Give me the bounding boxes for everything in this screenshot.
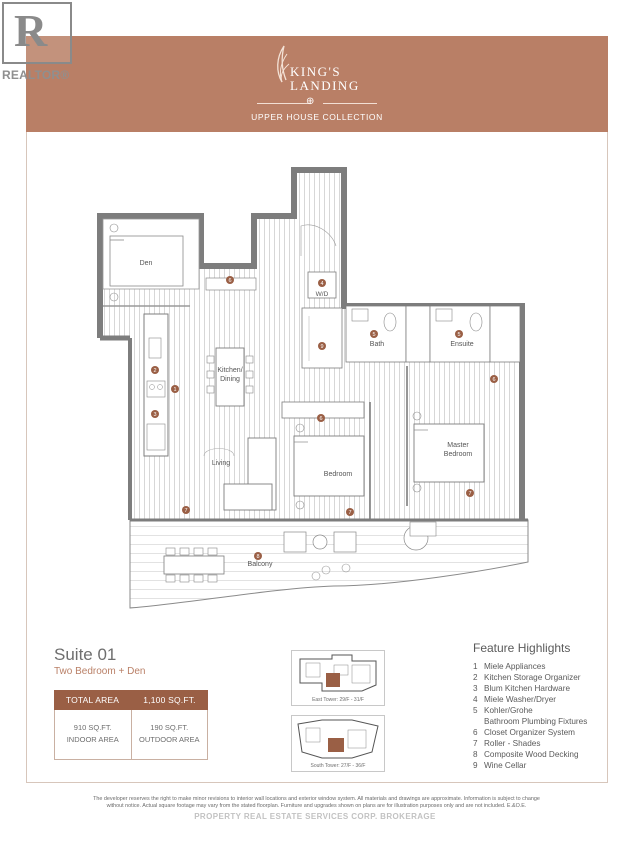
feature-item: 5 Kohler/Grohe <box>473 706 533 715</box>
marker-5b <box>455 330 463 338</box>
marker-4 <box>318 279 326 287</box>
features-title: Feature Highlights <box>473 641 571 655</box>
svg-text:1: 1 <box>173 387 177 393</box>
room-ensuite: Ensuite <box>450 341 474 348</box>
outdoor-area-cell <box>131 710 208 759</box>
disclaimer-line1: The developer reserves the right to make minor revisions to interior wall locations and exterior window system. All materials and drawings are approximate. Information is subject to change <box>93 796 540 802</box>
features-list <box>473 661 618 771</box>
room-den: Den <box>139 260 153 267</box>
suite-subtitle: Two Bedroom + Den <box>54 666 146 677</box>
room-balcony: Balcony <box>247 561 273 568</box>
brand-line1: KING'S <box>290 64 342 79</box>
marker-5a <box>370 330 378 338</box>
feature-item: 9 Wine Cellar <box>473 761 527 770</box>
svg-text:7: 7 <box>184 508 188 514</box>
feature-item: 8 Composite Wood Decking <box>473 750 579 759</box>
svg-text:9: 9 <box>320 344 324 350</box>
marker-7a <box>182 506 190 514</box>
svg-text:6: 6 <box>492 377 496 383</box>
realtor-logo <box>0 0 76 88</box>
room-master-line1: Master <box>447 442 469 449</box>
marker-9 <box>318 342 326 350</box>
realtor-label: REALTOR® <box>2 68 70 82</box>
floor-plan <box>94 166 534 618</box>
marker-7b <box>346 508 354 516</box>
svg-text:7: 7 <box>348 510 352 516</box>
marker-7c <box>466 489 474 497</box>
room-bedroom: Bedroom <box>323 471 353 478</box>
keyplan-east-tower <box>291 650 385 706</box>
indoor-area-value: 910 SQ.FT. <box>73 723 112 732</box>
total-area-value: 1,100 SQ.FT. <box>143 695 196 705</box>
room-wd: W/D <box>315 291 329 298</box>
keyplan-south-drawing <box>292 716 386 763</box>
room-kitchen-line2: Dining <box>220 376 240 383</box>
area-header-row <box>54 690 208 710</box>
area-table <box>54 690 208 760</box>
area-detail-row <box>54 710 208 760</box>
indoor-area-label: INDOOR AREA <box>66 735 119 744</box>
feature-item: 1 Miele Appliances <box>473 662 546 671</box>
brand-divider-left <box>257 103 311 104</box>
marker-6a <box>226 276 234 284</box>
marker-2 <box>151 366 159 374</box>
keyplan-south-tower <box>291 715 385 772</box>
svg-text:5: 5 <box>372 332 376 338</box>
svg-text:3: 3 <box>153 412 157 418</box>
realtor-r-icon: R <box>14 5 48 56</box>
disclaimer <box>40 796 593 810</box>
disclaimer-line2: without notice. Actual square footage may vary from the stated floorplan. Furniture and upgrades shown on plans are for illustration purposes only and are not included. E.&O.E. <box>106 803 527 809</box>
brand-line2: LANDING <box>290 78 360 93</box>
outdoor-area-value: 190 SQ.FT. <box>150 723 189 732</box>
keyplan-east-label: East Tower: 29/F - 31/F <box>312 697 364 703</box>
brokerage-watermark: PROPERTY REAL ESTATE SERVICES CORP. BROKERAGE <box>194 812 436 821</box>
svg-text:6: 6 <box>319 416 323 422</box>
marker-8 <box>254 552 262 560</box>
indoor-area-cell <box>55 710 131 759</box>
feature-item: 4 Miele Washer/Dryer <box>473 695 557 704</box>
room-master-line2: Bedroom <box>443 451 473 458</box>
room-kitchen-line1: Kitchen/ <box>217 367 243 374</box>
keyplan-east-drawing <box>292 651 386 697</box>
suite-title: Suite 01 <box>54 645 117 664</box>
svg-text:5: 5 <box>457 332 461 338</box>
room-living: Living <box>211 460 231 467</box>
feature-item: 7 Roller - Shades <box>473 739 541 748</box>
feature-item: 6 Closet Organizer System <box>473 728 576 737</box>
svg-text:6: 6 <box>228 278 232 284</box>
brand-divider-right <box>323 103 377 104</box>
room-bath: Bath <box>369 341 385 348</box>
svg-text:7: 7 <box>468 491 472 497</box>
svg-text:8: 8 <box>256 554 260 560</box>
marker-6b <box>317 414 325 422</box>
balcony-table <box>164 556 224 574</box>
collection-title: UPPER HOUSE COLLECTION <box>251 112 383 122</box>
feature-item: 3 Blum Kitchen Hardware <box>473 684 571 693</box>
wine-cellar <box>302 308 342 368</box>
marker-1 <box>171 385 179 393</box>
svg-text:2: 2 <box>153 368 157 374</box>
total-area-label: TOTAL AREA <box>65 695 120 705</box>
marker-6c <box>490 375 498 383</box>
leaf-logo-icon <box>272 44 292 84</box>
outdoor-area-label: OUTDOOR AREA <box>139 735 200 744</box>
feature-item: 2 Kitchen Storage Organizer <box>473 673 581 682</box>
feature-item: Bathroom Plumbing Fixtures <box>484 717 588 726</box>
bedroom-bed <box>294 436 364 496</box>
svg-text:4: 4 <box>320 281 324 287</box>
brand-monogram-icon: ⊕ <box>306 96 315 107</box>
keyplan-south-label: South Tower: 27/F - 36/F <box>310 763 366 769</box>
marker-3 <box>151 410 159 418</box>
